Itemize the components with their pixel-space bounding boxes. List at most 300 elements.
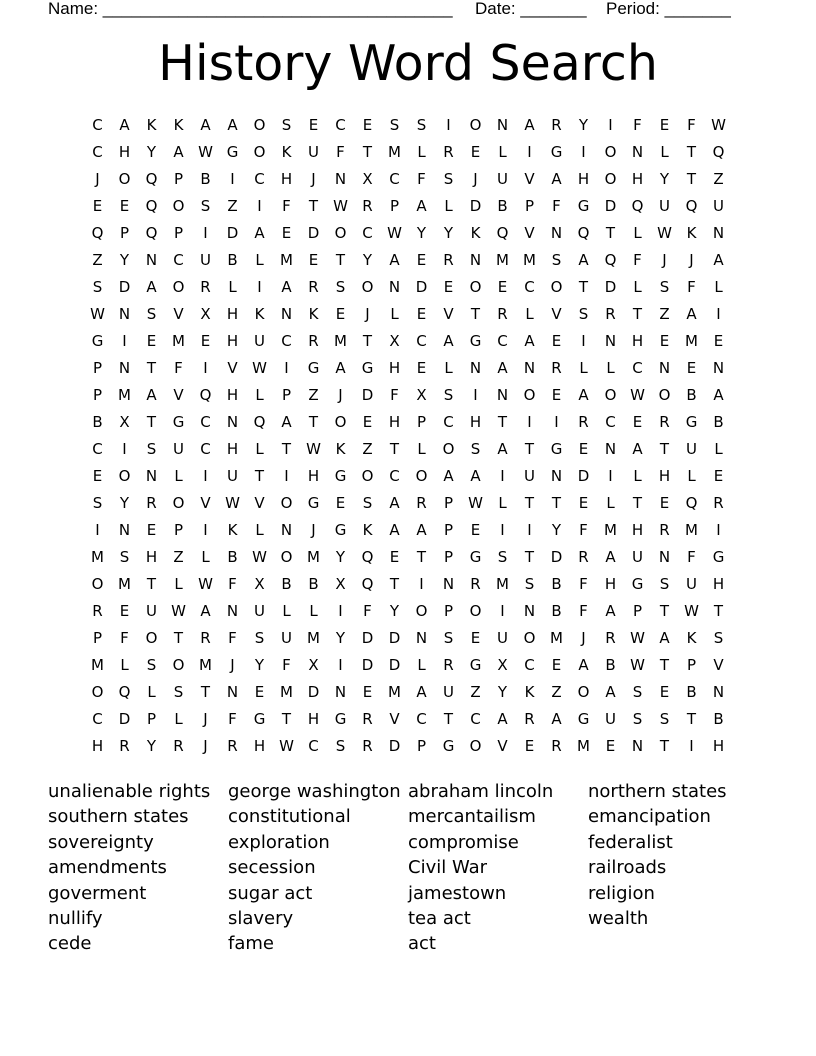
grid-letter[interactable]: A — [389, 250, 400, 269]
grid-letter[interactable]: E — [659, 331, 670, 350]
grid-letter[interactable]: T — [362, 331, 373, 350]
grid-letter[interactable]: O — [550, 277, 563, 296]
grid-letter[interactable]: E — [605, 736, 616, 755]
grid-letter[interactable]: A — [497, 709, 508, 728]
grid-letter[interactable]: Z — [362, 439, 373, 458]
grid-letter[interactable]: I — [608, 466, 613, 485]
grid-letter[interactable]: N — [550, 223, 563, 242]
grid-letter[interactable]: A — [578, 655, 589, 674]
grid-letter[interactable]: P — [119, 223, 130, 242]
grid-letter[interactable]: O — [415, 466, 428, 485]
grid-letter[interactable]: I — [716, 304, 721, 323]
grid-letter[interactable]: F — [633, 250, 642, 269]
grid-letter[interactable]: L — [417, 655, 426, 674]
grid-letter[interactable]: H — [307, 466, 320, 485]
grid-letter[interactable]: F — [633, 115, 642, 134]
grid-letter[interactable]: M — [334, 331, 347, 350]
grid-letter[interactable]: I — [473, 385, 478, 404]
grid-letter[interactable]: L — [255, 385, 264, 404]
grid-letter[interactable]: C — [389, 466, 400, 485]
grid-letter[interactable]: V — [173, 385, 184, 404]
grid-letter[interactable]: F — [417, 169, 426, 188]
grid-letter[interactable]: T — [335, 250, 346, 269]
grid-letter[interactable]: C — [200, 439, 211, 458]
grid-letter[interactable]: I — [257, 196, 262, 215]
grid-letter[interactable]: D — [469, 196, 482, 215]
grid-letter[interactable]: T — [605, 223, 616, 242]
grid-letter[interactable]: R — [551, 115, 562, 134]
grid-letter[interactable]: F — [228, 709, 237, 728]
grid-letter[interactable]: N — [712, 223, 725, 242]
grid-letter[interactable]: F — [228, 574, 237, 593]
grid-letter[interactable]: Z — [173, 547, 184, 566]
grid-letter[interactable]: M — [118, 385, 131, 404]
grid-letter[interactable]: I — [500, 466, 505, 485]
grid-letter[interactable]: E — [416, 250, 427, 269]
grid-letter[interactable]: E — [551, 655, 562, 674]
grid-letter[interactable]: E — [335, 493, 346, 512]
grid-letter[interactable]: W — [630, 655, 645, 674]
grid-letter[interactable]: A — [713, 250, 724, 269]
grid-letter[interactable]: R — [497, 304, 508, 323]
grid-letter[interactable]: C — [173, 250, 184, 269]
grid-letter[interactable]: I — [446, 115, 451, 134]
grid-letter[interactable]: H — [712, 574, 725, 593]
grid-letter[interactable]: H — [226, 439, 239, 458]
grid-letter[interactable]: S — [146, 304, 157, 323]
grid-letter[interactable]: T — [146, 358, 157, 377]
grid-letter[interactable]: D — [307, 223, 320, 242]
grid-letter[interactable]: N — [658, 547, 671, 566]
grid-letter[interactable]: I — [95, 520, 100, 539]
grid-letter[interactable]: U — [173, 439, 184, 458]
grid-letter[interactable]: R — [578, 412, 589, 431]
grid-letter[interactable]: H — [631, 331, 644, 350]
grid-letter[interactable]: T — [659, 601, 670, 620]
grid-letter[interactable]: R — [470, 574, 481, 593]
grid-letter[interactable]: T — [632, 304, 643, 323]
grid-letter[interactable]: G — [469, 331, 482, 350]
grid-letter[interactable]: W — [711, 115, 726, 134]
grid-letter[interactable]: N — [226, 601, 239, 620]
grid-letter[interactable]: E — [632, 412, 643, 431]
grid-letter[interactable]: X — [362, 169, 373, 188]
grid-letter[interactable]: R — [227, 736, 238, 755]
grid-letter[interactable]: T — [173, 628, 184, 647]
grid-letter[interactable]: I — [716, 520, 721, 539]
grid-letter[interactable]: E — [524, 736, 535, 755]
grid-letter[interactable]: M — [604, 520, 617, 539]
grid-letter[interactable]: E — [362, 682, 373, 701]
grid-letter[interactable]: A — [254, 223, 265, 242]
grid-letter[interactable]: D — [226, 223, 239, 242]
grid-letter[interactable]: P — [416, 736, 427, 755]
grid-letter[interactable]: R — [416, 493, 427, 512]
grid-letter[interactable]: N — [388, 277, 401, 296]
grid-letter[interactable]: F — [120, 628, 129, 647]
grid-letter[interactable]: B — [227, 250, 238, 269]
grid-letter[interactable]: O — [91, 574, 104, 593]
grid-letter[interactable]: O — [469, 115, 482, 134]
grid-letter[interactable]: O — [604, 385, 617, 404]
grid-letter[interactable]: T — [659, 655, 670, 674]
grid-letter[interactable]: A — [227, 115, 238, 134]
grid-letter[interactable]: M — [496, 574, 509, 593]
grid-letter[interactable]: A — [416, 682, 427, 701]
grid-letter[interactable]: P — [173, 520, 184, 539]
grid-letter[interactable]: O — [280, 547, 293, 566]
grid-letter[interactable]: L — [687, 466, 696, 485]
grid-letter[interactable]: E — [416, 358, 427, 377]
grid-letter[interactable]: D — [118, 709, 131, 728]
grid-letter[interactable]: L — [120, 655, 129, 674]
grid-letter[interactable]: W — [171, 601, 186, 620]
grid-letter[interactable]: H — [388, 358, 401, 377]
grid-letter[interactable]: C — [92, 439, 103, 458]
grid-letter[interactable]: L — [714, 439, 723, 458]
grid-letter[interactable]: D — [604, 277, 617, 296]
grid-letter[interactable]: X — [335, 574, 346, 593]
grid-letter[interactable]: E — [659, 682, 670, 701]
grid-letter[interactable]: Q — [631, 196, 644, 215]
grid-letter[interactable]: S — [524, 574, 535, 593]
grid-letter[interactable]: T — [362, 142, 373, 161]
grid-letter[interactable]: I — [203, 358, 208, 377]
grid-letter[interactable]: B — [281, 574, 292, 593]
grid-letter[interactable]: L — [498, 493, 507, 512]
grid-letter[interactable]: S — [92, 493, 103, 512]
grid-letter[interactable]: B — [308, 574, 319, 593]
grid-letter[interactable]: L — [282, 601, 291, 620]
grid-letter[interactable]: A — [416, 196, 427, 215]
grid-letter[interactable]: I — [527, 520, 532, 539]
grid-letter[interactable]: Q — [361, 547, 374, 566]
grid-letter[interactable]: N — [145, 250, 158, 269]
grid-letter[interactable]: N — [604, 439, 617, 458]
grid-letter[interactable]: A — [146, 385, 157, 404]
grid-letter[interactable]: D — [361, 385, 374, 404]
grid-letter[interactable]: E — [308, 115, 319, 134]
grid-letter[interactable]: F — [363, 601, 372, 620]
grid-letter[interactable]: N — [631, 142, 644, 161]
grid-letter[interactable]: A — [497, 358, 508, 377]
grid-letter[interactable]: A — [470, 466, 481, 485]
grid-letter[interactable]: A — [605, 682, 616, 701]
grid-letter[interactable]: W — [684, 601, 699, 620]
grid-letter[interactable]: J — [689, 250, 694, 269]
grid-letter[interactable]: E — [659, 115, 670, 134]
grid-letter[interactable]: S — [470, 439, 481, 458]
grid-letter[interactable]: Q — [712, 142, 725, 161]
grid-letter[interactable]: P — [686, 655, 697, 674]
grid-letter[interactable]: O — [469, 277, 482, 296]
grid-letter[interactable]: T — [281, 439, 292, 458]
grid-letter[interactable]: C — [605, 412, 616, 431]
grid-letter[interactable]: U — [713, 196, 724, 215]
grid-letter[interactable]: T — [146, 412, 157, 431]
grid-letter[interactable]: J — [230, 655, 235, 674]
grid-letter[interactable]: D — [577, 466, 590, 485]
grid-letter[interactable]: V — [227, 358, 238, 377]
grid-letter[interactable]: D — [550, 547, 563, 566]
grid-letter[interactable]: H — [226, 385, 239, 404]
grid-letter[interactable]: L — [147, 682, 156, 701]
grid-letter[interactable]: R — [443, 250, 454, 269]
grid-letter[interactable]: A — [632, 439, 643, 458]
grid-letter[interactable]: C — [389, 169, 400, 188]
grid-letter[interactable]: H — [307, 709, 320, 728]
grid-letter[interactable]: Y — [254, 655, 265, 674]
grid-letter[interactable]: H — [604, 574, 617, 593]
grid-letter[interactable]: B — [605, 655, 616, 674]
grid-letter[interactable]: C — [92, 115, 103, 134]
grid-letter[interactable]: V — [524, 223, 535, 242]
grid-letter[interactable]: P — [524, 196, 535, 215]
grid-letter[interactable]: I — [581, 142, 586, 161]
grid-letter[interactable]: G — [91, 331, 104, 350]
grid-letter[interactable]: S — [146, 439, 157, 458]
grid-letter[interactable]: E — [713, 466, 724, 485]
grid-letter[interactable]: U — [497, 169, 508, 188]
grid-letter[interactable]: I — [500, 520, 505, 539]
grid-letter[interactable]: G — [577, 196, 590, 215]
grid-letter[interactable]: Q — [604, 250, 617, 269]
grid-letter[interactable]: Q — [145, 169, 158, 188]
grid-letter[interactable]: F — [552, 196, 561, 215]
grid-letter[interactable]: O — [442, 439, 455, 458]
grid-letter[interactable]: E — [713, 331, 724, 350]
grid-letter[interactable]: I — [500, 601, 505, 620]
grid-letter[interactable]: E — [578, 439, 589, 458]
grid-letter[interactable]: L — [579, 358, 588, 377]
grid-letter[interactable]: E — [335, 304, 346, 323]
grid-letter[interactable]: C — [92, 142, 103, 161]
grid-letter[interactable]: G — [685, 412, 698, 431]
grid-letter[interactable]: I — [230, 169, 235, 188]
grid-letter[interactable]: M — [280, 682, 293, 701]
grid-letter[interactable]: Q — [91, 223, 104, 242]
grid-letter[interactable]: R — [362, 709, 373, 728]
grid-letter[interactable]: R — [173, 736, 184, 755]
grid-letter[interactable]: H — [91, 736, 104, 755]
grid-letter[interactable]: D — [388, 655, 401, 674]
grid-letter[interactable]: C — [308, 736, 319, 755]
grid-letter[interactable]: I — [554, 412, 559, 431]
grid-letter[interactable]: Z — [713, 169, 724, 188]
grid-letter[interactable]: I — [203, 466, 208, 485]
grid-letter[interactable]: L — [174, 709, 183, 728]
grid-letter[interactable]: C — [416, 709, 427, 728]
grid-letter[interactable]: E — [659, 493, 670, 512]
grid-letter[interactable]: Z — [470, 682, 481, 701]
grid-letter[interactable]: O — [91, 682, 104, 701]
grid-letter[interactable]: H — [280, 169, 293, 188]
grid-letter[interactable]: G — [442, 736, 455, 755]
grid-letter[interactable]: T — [578, 277, 589, 296]
grid-letter[interactable]: T — [254, 466, 265, 485]
grid-letter[interactable]: L — [714, 277, 723, 296]
grid-letter[interactable]: H — [253, 736, 266, 755]
grid-letter[interactable]: G — [307, 358, 320, 377]
grid-letter[interactable]: Y — [497, 682, 508, 701]
grid-letter[interactable]: T — [659, 736, 670, 755]
grid-letter[interactable]: E — [578, 493, 589, 512]
grid-letter[interactable]: P — [92, 358, 103, 377]
grid-letter[interactable]: S — [443, 628, 454, 647]
grid-letter[interactable]: G — [307, 493, 320, 512]
grid-letter[interactable]: R — [605, 304, 616, 323]
grid-letter[interactable]: K — [335, 439, 346, 458]
grid-letter[interactable]: O — [469, 601, 482, 620]
grid-letter[interactable]: O — [604, 169, 617, 188]
grid-letter[interactable]: I — [338, 655, 343, 674]
grid-letter[interactable]: N — [523, 358, 536, 377]
grid-letter[interactable]: L — [498, 142, 507, 161]
grid-letter[interactable]: P — [443, 520, 454, 539]
grid-letter[interactable]: O — [577, 682, 590, 701]
grid-letter[interactable]: E — [308, 250, 319, 269]
grid-letter[interactable]: V — [173, 304, 184, 323]
grid-letter[interactable]: S — [281, 115, 292, 134]
grid-letter[interactable]: F — [282, 196, 291, 215]
grid-letter[interactable]: Y — [578, 115, 589, 134]
grid-letter[interactable]: X — [200, 304, 211, 323]
grid-letter[interactable]: N — [523, 601, 536, 620]
grid-letter[interactable]: C — [362, 223, 373, 242]
grid-letter[interactable]: S — [632, 682, 643, 701]
grid-letter[interactable]: H — [577, 169, 590, 188]
grid-letter[interactable]: D — [604, 196, 617, 215]
grid-letter[interactable]: G — [577, 709, 590, 728]
grid-letter[interactable]: O — [415, 601, 428, 620]
grid-letter[interactable]: G — [361, 358, 374, 377]
grid-letter[interactable]: W — [225, 493, 240, 512]
grid-letter[interactable]: U — [605, 709, 616, 728]
grid-letter[interactable]: M — [496, 250, 509, 269]
grid-letter[interactable]: C — [416, 331, 427, 350]
grid-letter[interactable]: O — [361, 466, 374, 485]
grid-letter[interactable]: L — [444, 196, 453, 215]
grid-letter[interactable]: S — [335, 736, 346, 755]
grid-letter[interactable]: F — [282, 655, 291, 674]
grid-letter[interactable]: K — [686, 223, 697, 242]
grid-letter[interactable]: D — [118, 277, 131, 296]
grid-letter[interactable]: J — [95, 169, 100, 188]
grid-letter[interactable]: M — [91, 547, 104, 566]
grid-letter[interactable]: T — [146, 574, 157, 593]
grid-letter[interactable]: M — [280, 250, 293, 269]
grid-letter[interactable]: N — [226, 682, 239, 701]
grid-letter[interactable]: Z — [659, 304, 670, 323]
grid-letter[interactable]: S — [443, 169, 454, 188]
grid-letter[interactable]: A — [200, 115, 211, 134]
grid-letter[interactable]: G — [550, 439, 563, 458]
grid-letter[interactable]: G — [712, 547, 725, 566]
grid-letter[interactable]: T — [524, 439, 535, 458]
grid-letter[interactable]: M — [172, 331, 185, 350]
grid-letter[interactable]: R — [308, 331, 319, 350]
grid-letter[interactable]: X — [389, 331, 400, 350]
grid-letter[interactable]: C — [200, 412, 211, 431]
grid-letter[interactable]: X — [308, 655, 319, 674]
grid-letter[interactable]: U — [686, 574, 697, 593]
grid-letter[interactable]: L — [417, 439, 426, 458]
grid-letter[interactable]: S — [659, 277, 670, 296]
grid-letter[interactable]: L — [255, 250, 264, 269]
grid-letter[interactable]: M — [91, 655, 104, 674]
grid-letter[interactable]: L — [390, 304, 399, 323]
grid-letter[interactable]: S — [254, 628, 265, 647]
grid-letter[interactable]: D — [361, 628, 374, 647]
grid-letter[interactable]: K — [281, 142, 292, 161]
grid-letter[interactable]: K — [470, 223, 481, 242]
grid-letter[interactable]: F — [174, 358, 183, 377]
grid-letter[interactable]: Y — [551, 520, 562, 539]
grid-letter[interactable]: K — [146, 115, 157, 134]
grid-letter[interactable]: P — [443, 547, 454, 566]
grid-letter[interactable]: H — [658, 466, 671, 485]
grid-letter[interactable]: Y — [119, 493, 130, 512]
grid-letter[interactable]: W — [630, 628, 645, 647]
grid-letter[interactable]: S — [119, 547, 130, 566]
grid-letter[interactable]: R — [362, 736, 373, 755]
grid-letter[interactable]: P — [92, 385, 103, 404]
grid-letter[interactable]: S — [497, 547, 508, 566]
grid-letter[interactable]: B — [227, 547, 238, 566]
grid-letter[interactable]: M — [118, 574, 131, 593]
grid-letter[interactable]: R — [659, 412, 670, 431]
grid-letter[interactable]: S — [659, 574, 670, 593]
grid-letter[interactable]: R — [146, 493, 157, 512]
grid-letter[interactable]: F — [687, 115, 696, 134]
grid-letter[interactable]: P — [92, 628, 103, 647]
grid-letter[interactable]: F — [390, 385, 399, 404]
grid-letter[interactable]: T — [524, 547, 535, 566]
grid-letter[interactable]: C — [470, 709, 481, 728]
grid-letter[interactable]: A — [659, 628, 670, 647]
grid-letter[interactable]: N — [415, 628, 428, 647]
grid-letter[interactable]: T — [389, 574, 400, 593]
grid-letter[interactable]: J — [581, 628, 586, 647]
grid-letter[interactable]: B — [92, 412, 103, 431]
grid-letter[interactable]: C — [335, 115, 346, 134]
grid-letter[interactable]: T — [497, 412, 508, 431]
grid-letter[interactable]: V — [389, 709, 400, 728]
grid-letter[interactable]: N — [496, 115, 509, 134]
grid-letter[interactable]: A — [443, 466, 454, 485]
grid-letter[interactable]: M — [550, 628, 563, 647]
grid-letter[interactable]: J — [662, 250, 667, 269]
grid-letter[interactable]: V — [524, 169, 535, 188]
grid-letter[interactable]: A — [281, 277, 292, 296]
grid-letter[interactable]: E — [470, 520, 481, 539]
grid-letter[interactable]: F — [687, 547, 696, 566]
grid-letter[interactable]: I — [338, 601, 343, 620]
grid-letter[interactable]: Q — [577, 223, 590, 242]
grid-letter[interactable]: O — [280, 493, 293, 512]
grid-letter[interactable]: W — [630, 385, 645, 404]
grid-letter[interactable]: I — [284, 358, 289, 377]
grid-letter[interactable]: O — [334, 223, 347, 242]
grid-letter[interactable]: B — [686, 385, 697, 404]
grid-letter[interactable]: M — [307, 628, 320, 647]
grid-letter[interactable]: S — [578, 304, 589, 323]
grid-letter[interactable]: B — [497, 196, 508, 215]
grid-letter[interactable]: U — [254, 601, 265, 620]
grid-letter[interactable]: C — [524, 655, 535, 674]
grid-letter[interactable]: I — [608, 115, 613, 134]
grid-letter[interactable]: A — [578, 250, 589, 269]
